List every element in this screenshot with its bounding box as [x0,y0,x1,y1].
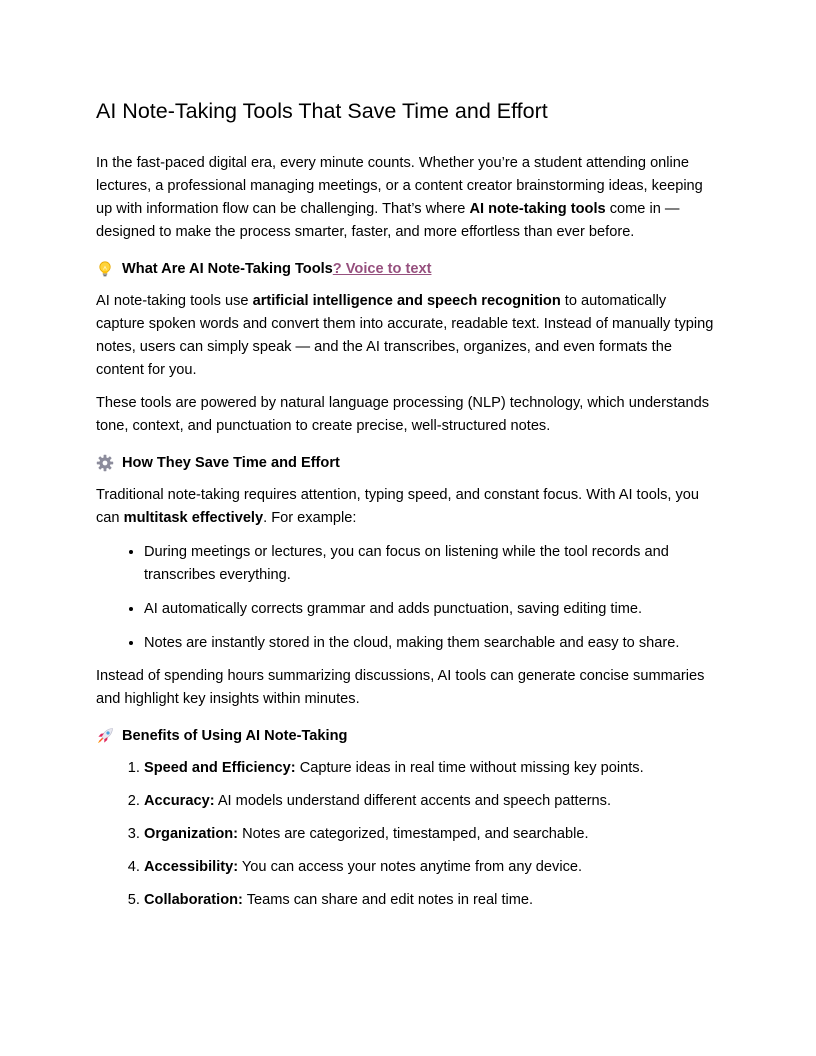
voice-to-text-link[interactable]: ? Voice to text [332,261,432,277]
list-item [144,757,716,780]
section2-paragraph-1 [96,484,716,530]
list-item [144,856,716,879]
list-item: • Notes are instantly stored in the cloud, making them searchable and easy to share. [144,631,716,655]
bullet-list [96,540,716,655]
section1-text-2: to automatically capture spoken words and convert them into accurate, readable text. Instead of manually typing notes, users can simply speak — and the AI transcribes, organizes, and even formats the content for you. [96,293,714,378]
list-item-text: Teams can share and edit notes in real time. [242,892,534,908]
gear-icon [96,454,114,472]
section2-bold-1: multitask effectively [123,510,264,526]
section-heading-text: Benefits of Using AI Note-Taking [122,728,348,744]
section2-text-1: Traditional note-taking requires attention, typing speed, and constant focus. With AI tools, you can [96,487,700,526]
section-heading-text: What Are AI Note-Taking Tools [122,261,333,277]
section-heading-how-they-save [96,452,716,474]
intro-text-2: come in — designed to make the process smarter, faster, and more effortless than ever before. [96,201,680,240]
section-heading-benefits [96,725,716,747]
list-item-text: You can access your notes anytime from any device. [238,859,583,875]
list-item-text: AI models understand different accents and speech patterns. [214,793,612,809]
list-item [144,823,716,846]
list-item-label: Speed and Efficiency: [144,760,296,776]
intro-paragraph [96,152,716,244]
section2-paragraph-2: Instead of spending hours summarizing discussions, AI tools can generate concise summaries and highlight key insights within minutes. [96,668,705,707]
section1-paragraph-1 [96,290,716,382]
list-item-label: Organization: [144,826,239,842]
lightbulb-icon [96,260,114,278]
intro-text-1: In the fast-paced digital era, every minute counts. Whether you’re a student attending online lectures, a professional managing meetings, or a content creator brainstorming ideas, keeping up with information flow can be challenging. That’s where [96,155,703,217]
numbered-list [96,757,716,912]
section1-paragraph-2: These tools are powered by natural language processing (NLP) technology, which understands tone, context, and punctuation to create precise, well-structured notes. [96,395,710,434]
section2-text-2: . For example: [263,510,357,526]
list-item-label: Collaboration: [144,892,243,908]
list-item [144,889,716,912]
section1-bold-1: artificial intelligence and speech recognition [252,293,561,309]
list-item-text: Capture ideas in real time without missing key points. [295,760,644,776]
list-item: • During meetings or lectures, you can focus on listening while the tool records and transcribes everything. [144,540,716,587]
document-page [96,96,716,922]
list-item-text: Notes are categorized, timestamped, and searchable. [238,826,589,842]
document-title: AI Note-Taking Tools That Save Time and Effort [96,99,548,123]
section-heading-what-are [96,258,716,280]
section-heading-text: How They Save Time and Effort [122,455,340,471]
intro-bold-1: AI note-taking tools [469,201,606,217]
list-item-label: Accessibility: [144,859,239,875]
list-item: • AI automatically corrects grammar and adds punctuation, saving editing time. [144,597,716,621]
list-item-label: Accuracy: [144,793,215,809]
list-item [144,790,716,813]
rocket-icon [96,727,114,745]
section1-text-1: AI note-taking tools use [96,293,253,309]
